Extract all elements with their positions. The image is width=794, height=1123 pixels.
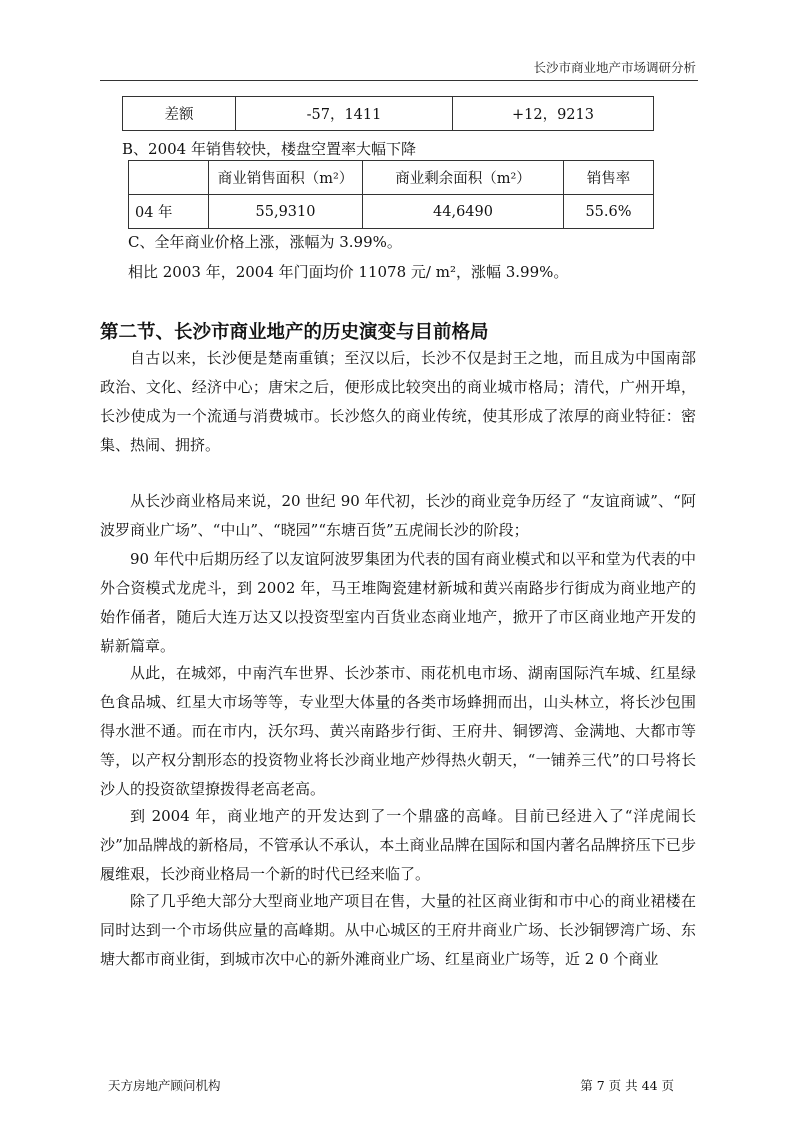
section-heading: 第二节、长沙市商业地产的历史演变与目前格局: [100, 322, 489, 343]
table-cell: 差额: [123, 97, 236, 131]
table-header-row: [129, 161, 654, 195]
table-cell: 04 年: [129, 195, 209, 229]
table-cell: 55,9310: [209, 195, 363, 229]
table-row: [123, 97, 654, 131]
page-header-title: 长沙市商业地产市场调研分析: [533, 60, 696, 75]
price-line: 相比 2003 年，2004 年门面均价 11078 元/ m²，涨幅 3.99%。: [128, 263, 569, 281]
difference-table: [122, 96, 654, 131]
paragraph: 自古以来，长沙便是楚南重镇；至汉以后，长沙不仅是封王之地，而且成为中国南部政治、文化、经济中心；唐宋之后，便形成比较突出的商业城市格局；清代，广州开埠，长沙使成为一个流通与消费城市。长沙悠久的商业传统，使其形成了浓厚的商业特征：密集、热闹、拥挤。: [100, 349, 696, 454]
table-cell: +12，9213: [453, 97, 654, 131]
footer-page-number: 第 7 页 共 44 页: [580, 1078, 674, 1093]
paragraph: 从此，在城郊，中南汽车世界、长沙茶市、雨花机电市场、湖南国际汽车城、红星绿色食品城、红星大市场等等，专业型大体量的各类市场蜂拥而出，山头林立，将长沙包围得水泄不通。而在市内，沃尔玛、黄兴南路步行街、王府井、铜锣湾、金满地、大都市等等，以产权分割形态的投资物业将长沙商业地产炒得热火朝天，“一铺养三代”的口号将长沙人的投资欲望撩拨得老高老高。: [100, 664, 696, 798]
table-cell: 55.6%: [564, 195, 654, 229]
section-c-text: C、全年商业价格上涨，涨幅为 3.99%。: [128, 233, 402, 251]
paragraph: 到 2004 年，商业地产的开发达到了一个鼎盛的高峰。目前已经进入了“洋虎闹长沙”加品牌战的新格局，不管承认不承认，本土商业品牌在国际和国内著名品牌挤压下已步履维艰，长沙商业格局一个新的时代已经来临了。: [100, 807, 696, 883]
table-header-cell: 商业销售面积（m²）: [209, 161, 363, 195]
paragraph: 除了几乎绝大部分大型商业地产项目在售，大量的社区商业街和市中心的商业裙楼在同时达到一个市场供应量的高峰期。从中心城区的王府井商业广场、长沙铜锣湾广场、东塘大都市商业街，到城市次中心的新外滩商业广场、红星商业广场等，近 2 0 个商业: [100, 892, 696, 968]
table-header-cell: 销售率: [564, 161, 654, 195]
paragraph: 从长沙商业格局来说，20 世纪 90 年代初，长沙的商业竞争历经了 “友谊商诚”、“阿波罗商业广场”、“中山”、“晓园”“东塘百货”五虎闹长沙的阶段；: [100, 492, 696, 539]
table-cell: -57，1411: [236, 97, 453, 131]
header-rule: [100, 80, 698, 81]
sales-table: [128, 160, 654, 229]
paragraph: 90 年代中后期历经了以友谊阿波罗集团为代表的国有商业模式和以平和堂为代表的中外合资模式龙虎斗，到 2002 年，马王堆陶瓷建材新城和黄兴南路步行街成为商业地产的始作俑者，随后大连万达又以投资型室内百货业态商业地产，掀开了市区商业地产开发的崭新篇章。: [100, 550, 696, 655]
table-row: [129, 195, 654, 229]
table-cell: 44,6490: [363, 195, 564, 229]
footer-organization: 天方房地产顾问机构: [108, 1078, 221, 1093]
table-header-cell: 商业剩余面积（m²）: [363, 161, 564, 195]
section-b-text: B、2004 年销售较快，楼盘空置率大幅下降: [122, 140, 416, 158]
table-header-cell: [129, 161, 209, 195]
